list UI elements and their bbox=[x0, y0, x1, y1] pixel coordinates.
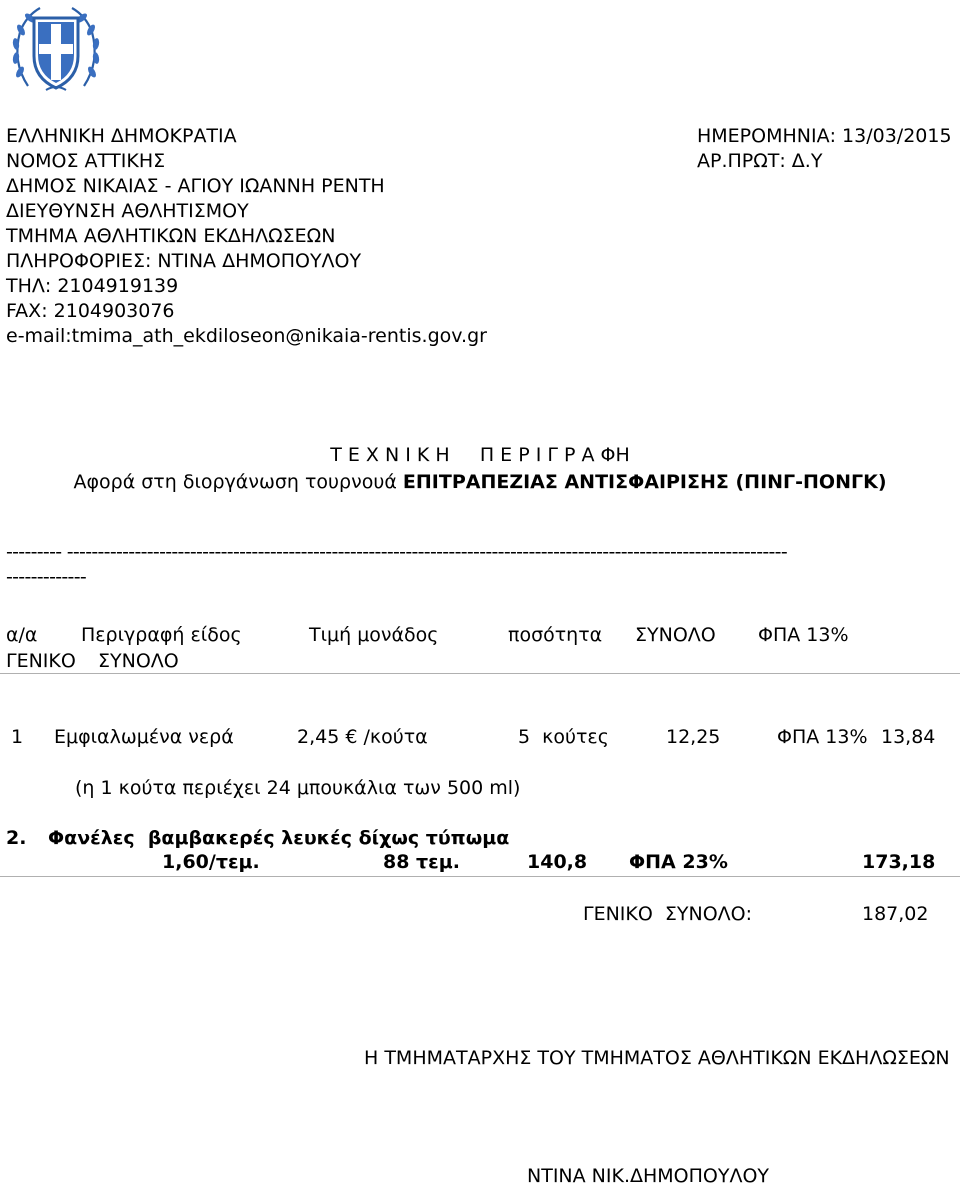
row-grand-total: 173,18 bbox=[862, 851, 936, 873]
org-prefecture: ΝΟΜΟΣ ΑΤΤΙΚΗΣ bbox=[6, 150, 166, 172]
separator-dashes-continued: ------------- bbox=[6, 566, 87, 588]
rows-divider bbox=[0, 876, 960, 877]
document-subtitle bbox=[0, 470, 960, 494]
row-note: (η 1 κούτα περιέχει 24 μπουκάλια των 500 ml) bbox=[75, 777, 521, 799]
col-total: ΣΥΝΟΛΟ bbox=[635, 624, 716, 646]
row-quantity: 5 κούτες bbox=[518, 726, 609, 748]
row-description: Φανέλες βαμβακερές λευκές δίχως τύπωμα bbox=[48, 827, 510, 849]
document-title: Τ Ε Χ Ν Ι Κ Η Π Ε Ρ Ι Γ Ρ Α ΦΗ bbox=[330, 444, 630, 466]
row-grand-total: 13,84 bbox=[881, 726, 936, 748]
col-grand-2: ΣΥΝΟΛΟ bbox=[98, 650, 179, 672]
separator-dashes: --------- --------------------------------------------------------------------------------------------------------------------- bbox=[6, 541, 787, 563]
org-email: e-mail:tmima_ath_ekdiloseon@nikaia-rentis.gov.gr bbox=[6, 325, 487, 347]
subtitle-prefix: Αφορά στη διοργάνωση τουρνουά bbox=[73, 471, 403, 493]
org-country: ΕΛΛΗΝΙΚΗ ΔΗΜΟΚΡΑΤΙΑ bbox=[6, 125, 237, 147]
org-directorate: ΔΙΕΥΘΥΝΣΗ ΑΘΛΗΤΙΣΜΟΥ bbox=[6, 200, 249, 222]
row-vat: ΦΠΑ 23% bbox=[629, 851, 728, 873]
row-aa: 1 bbox=[11, 726, 24, 748]
org-municipality: ΔΗΜΟΣ ΝΙΚΑΙΑΣ - ΑΓΙΟΥ ΙΩΑΝΝΗ ΡΕΝΤΗ bbox=[6, 175, 385, 197]
col-quantity: ποσότητα bbox=[508, 624, 603, 646]
row-aa: 2. bbox=[6, 827, 27, 849]
org-phone: ΤΗΛ: 2104919139 bbox=[6, 275, 179, 297]
subtitle-event: ΕΠΙΤΡΑΠΕΖΙΑΣ ΑΝΤΙΣΦΑΙΡΙΣΗΣ (ΠΙΝΓ-ΠΟΝΓΚ) bbox=[402, 471, 887, 493]
signature-name: ΝΤΙΝΑ ΝΙΚ.ΔΗΜΟΠΟΥΛΟΥ bbox=[527, 1165, 770, 1187]
col-description: Περιγραφή είδος bbox=[81, 624, 242, 646]
signature-title: Η ΤΜΗΜΑΤΑΡΧΗΣ ΤΟΥ ΤΜΗΜΑΤΟΣ ΑΘΛΗΤΙΚΩΝ ΕΚΔΗΛΩΣΕΩΝ bbox=[364, 1047, 950, 1069]
org-department: ΤΜΗΜΑ ΑΘΛΗΤΙΚΩΝ ΕΚΔΗΛΩΣΕΩΝ bbox=[6, 225, 336, 247]
row-total: 12,25 bbox=[666, 726, 721, 748]
grand-total-value: 187,02 bbox=[862, 903, 929, 925]
row-total: 140,8 bbox=[527, 851, 588, 873]
protocol-number: ΑΡ.ΠΡΩΤ: Δ.Υ bbox=[697, 150, 823, 172]
document-date: ΗΜΕΡΟΜΗΝΙΑ: 13/03/2015 bbox=[697, 125, 952, 147]
col-unit-price: Τιμή μονάδος bbox=[309, 624, 439, 646]
row-unit-price: 1,60/τεμ. bbox=[162, 851, 260, 873]
grand-total-label: ΓΕΝΙΚΟ ΣΥΝΟΛΟ: bbox=[583, 903, 753, 925]
greek-emblem-logo bbox=[6, 2, 106, 98]
col-vat: ΦΠΑ 13% bbox=[758, 624, 849, 646]
col-grand-1: ΓΕΝΙΚΟ bbox=[6, 650, 76, 672]
row-vat: ΦΠΑ 13% bbox=[777, 726, 868, 748]
org-contact-person: ΠΛΗΡΟΦΟΡΙΕΣ: ΝΤΙΝΑ ΔΗΜΟΠΟΥΛΟΥ bbox=[6, 250, 362, 272]
org-fax: FAX: 2104903076 bbox=[6, 300, 175, 322]
row-description: Εμφιαλωμένα νερά bbox=[54, 726, 234, 748]
row-unit-price: 2,45 € /κούτα bbox=[297, 726, 428, 748]
col-aa: α/α bbox=[6, 624, 38, 646]
row-quantity: 88 τεμ. bbox=[383, 851, 460, 873]
header-divider bbox=[0, 673, 960, 674]
